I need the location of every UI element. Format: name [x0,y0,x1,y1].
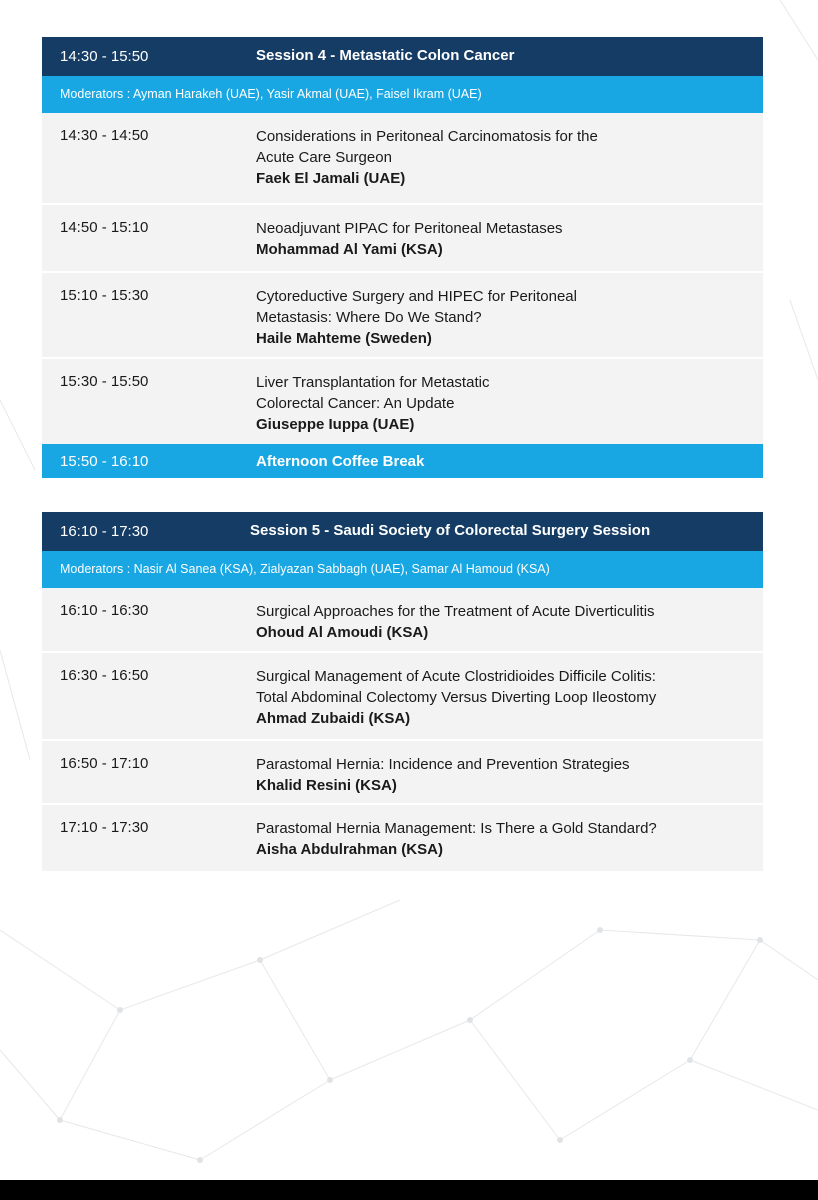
talk-time: 15:30 - 15:50 [60,373,149,390]
session-title: Session 4 - Metastatic Colon Cancer [256,47,515,64]
talk-speaker: Khalid Resini (KSA) [256,777,397,794]
talk-time: 15:10 - 15:30 [60,287,149,304]
session-time: 14:30 - 15:50 [60,48,149,65]
talk-title-line: Total Abdominal Colectomy Versus Diverting Loop Ileostomy [256,689,657,706]
talk-row [42,359,763,444]
talk-title-line: Liver Transplantation for Metastatic [256,374,490,391]
talk-time: 14:30 - 14:50 [60,127,149,144]
moderators-text: Moderators : Ayman Harakeh (UAE), Yasir Akmal (UAE), Faisel Ikram (UAE) [60,87,482,101]
talk-title-line: Colorectal Cancer: An Update [256,395,455,412]
session-5-block [42,512,763,871]
session-4-block [42,37,763,478]
moderators-bar [42,551,763,588]
talk-speaker: Giuseppe Iuppa (UAE) [256,416,415,433]
bottom-edge-bar [0,1180,818,1200]
talk-title-line: Considerations in Peritoneal Carcinomatosis for the [256,128,598,145]
talk-title-line: Metastasis: Where Do We Stand? [256,309,482,326]
talk-title-line: Cytoreductive Surgery and HIPEC for Peritoneal [256,288,577,305]
talk-speaker: Haile Mahteme (Sweden) [256,330,432,347]
talk-title-line: Parastomal Hernia Management: Is There a Gold Standard? [256,820,657,837]
talk-title-line: Acute Care Surgeon [256,149,392,166]
talk-row [42,113,763,205]
session-time: 16:10 - 17:30 [60,523,149,540]
talk-row [42,273,763,359]
talk-title-line: Parastomal Hernia: Incidence and Prevention Strategies [256,756,630,773]
talk-title-line: Neoadjuvant PIPAC for Peritoneal Metastases [256,220,563,237]
session-header [42,37,763,76]
coffee-break-bar [42,444,763,478]
break-title: Afternoon Coffee Break [256,453,425,470]
moderators-text: Moderators : Nasir Al Sanea (KSA), Zialyazan Sabbagh (UAE), Samar Al Hamoud (KSA) [60,562,550,576]
moderators-bar [42,76,763,113]
talk-title-line: Surgical Approaches for the Treatment of Acute Diverticulitis [256,603,655,620]
talk-speaker: Ohoud Al Amoudi (KSA) [256,624,429,641]
talk-row [42,805,763,871]
talk-time: 17:10 - 17:30 [60,819,149,836]
talk-speaker: Aisha Abdulrahman (KSA) [256,841,443,858]
talk-row [42,741,763,805]
talk-row [42,205,763,273]
break-time: 15:50 - 16:10 [60,453,149,470]
talk-title-line: Surgical Management of Acute Clostridioides Difficile Colitis: [256,668,656,685]
talk-time: 16:50 - 17:10 [60,755,149,772]
talk-row [42,653,763,741]
talk-time: 16:30 - 16:50 [60,667,149,684]
talk-speaker: Faek El Jamali (UAE) [256,170,406,187]
talk-time: 16:10 - 16:30 [60,602,149,619]
talk-time: 14:50 - 15:10 [60,219,149,236]
talk-row [42,588,763,653]
session-header [42,512,763,551]
session-title: Session 5 - Saudi Society of Colorectal Surgery Session [250,522,651,539]
talk-speaker: Ahmad Zubaidi (KSA) [256,710,411,727]
talk-speaker: Mohammad Al Yami (KSA) [256,241,443,258]
